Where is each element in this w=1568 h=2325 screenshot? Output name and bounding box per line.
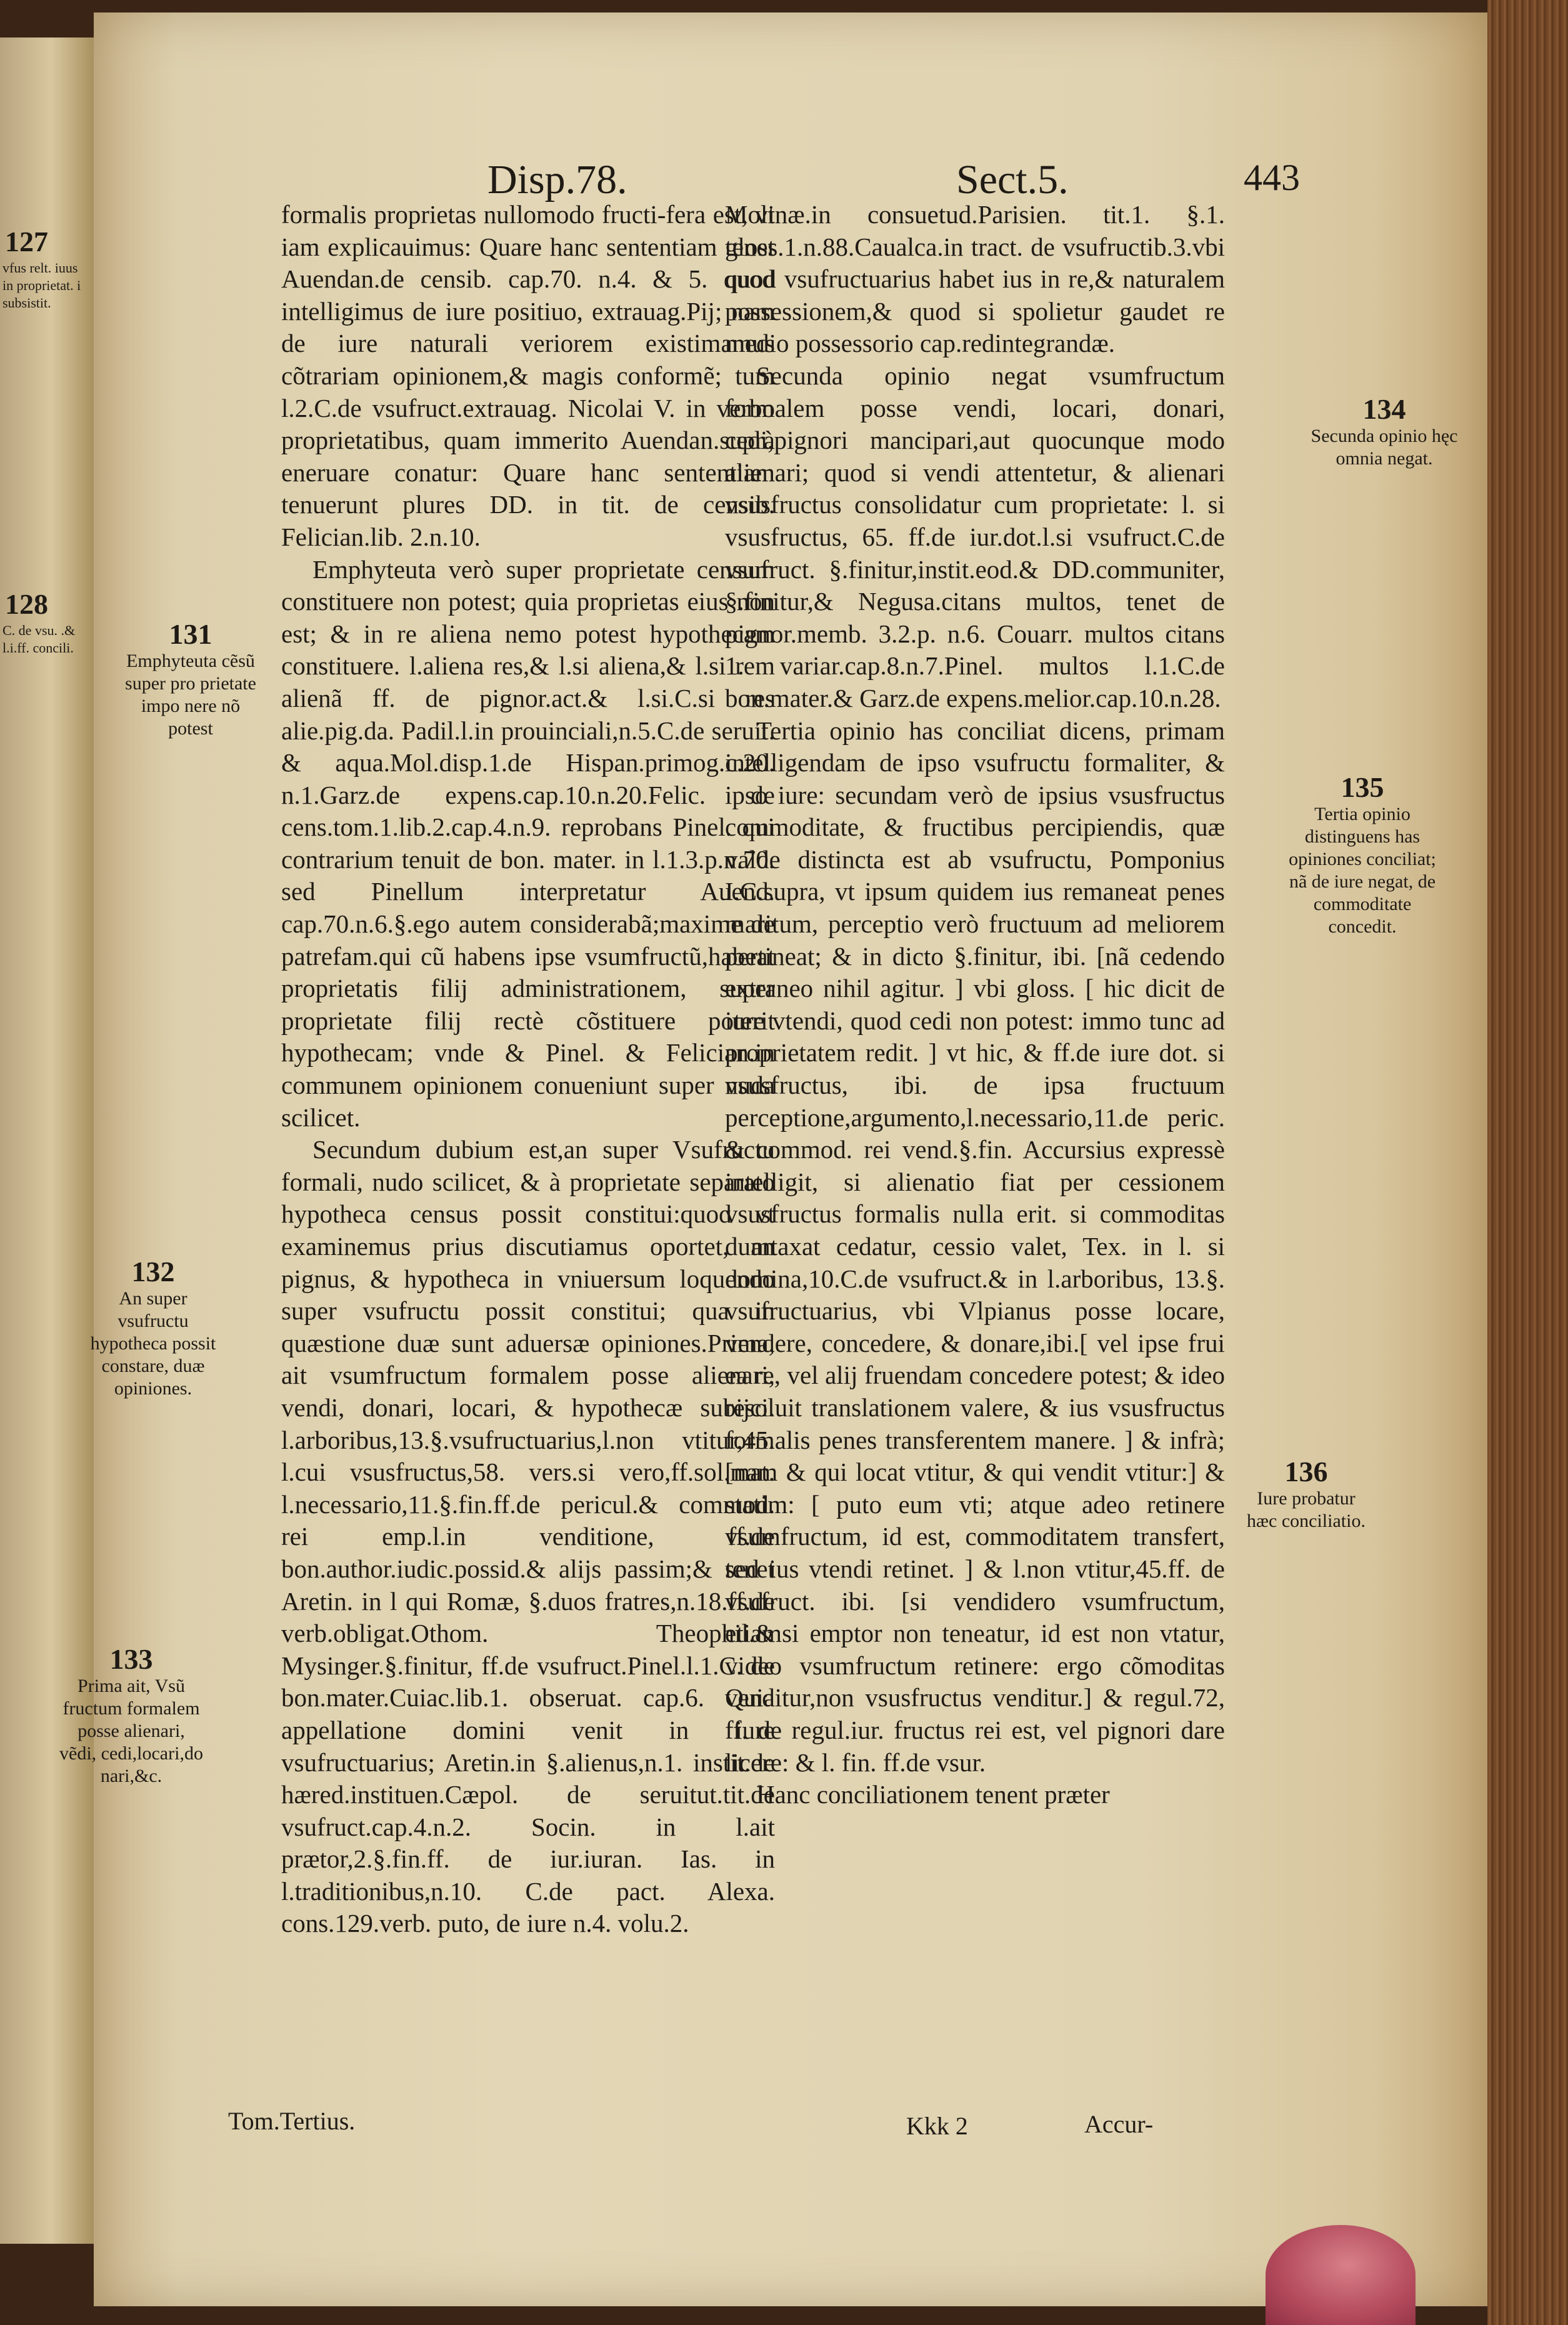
margin-note-text: Prima ait, Vsũ fructum formalem posse alienari, vẽdi, cedi,locari,do nari,&c. xyxy=(59,1676,203,1786)
paragraph: formalis proprietas nullomodo fructi-fera est, vt iam explicauimus: Quare hanc sententiam tenet Auendan.de censib. cap.70. n.4. & 5. quod intelligimus de iure positiuo, extrauag.Pij; nam de iure naturali veriorem existimamus cõtrariam opinionem,& magis conformẽ; tum l.2.C.de vsufruct.extrauag. Nicolai V. in verbo proprietatibus, quam immerito Auendan.suprà eneruare conatur: Quare hanc sententiam tenuerunt plures DD. in tit. de censib. Felician.lib. 2.n.10. xyxy=(281,200,775,551)
margin-note-number: 133 xyxy=(109,1643,153,1675)
catchword: Accur- xyxy=(1084,2110,1154,2138)
book-page-edges xyxy=(1487,0,1568,2325)
margin-note-text: An super vsufructu hypotheca possit constare, duæ opiniones. xyxy=(90,1288,216,1399)
margin-note-132 xyxy=(87,1256,219,1400)
text-column-right xyxy=(725,199,1225,1811)
margin-note-text: Emphyteuta cẽsũ super pro prietate impo nere nõ potest xyxy=(125,651,256,739)
paragraph: Emphyteuta verò super proprietate censum constituere non potest; quia proprietas eius non est; & in re aliena nemo potest hypothecam constituere. l.aliena res,& l.si aliena,& l.si rem alienã ff. de pignor.act.& l.si.C.si res alie.pig.da. Padil.l.in prouinciali,n.5.C.de seruit. & aqua.Mol.disp.1.de Hispan.primog.c.20. n.1.Garz.de expens.cap.10.n.20.Felic. de cens.tom.1.lib.2.cap.4.n.9. reprobans Pinel. qui contrarium tenuit de bon. mater. in l.1.3.p.n.70. sed Pinellum interpretatur Auend. cap.70.n.6.§.ego autem considerabã;maxime de patrefam.qui cũ habens ipse vsumfructũ,habeat proprietatis filij administrationem, super proprietate filij rectè cõstituere poterit hypothecam; vnde & Pinel. & Felician.in communem opinionem conueniunt super nuda scilicet. xyxy=(281,554,775,1132)
text-column-left xyxy=(281,199,775,1940)
margin-note-number: 131 xyxy=(169,618,212,650)
paragraph: Hanc conciliationem tenent præter xyxy=(756,1780,1110,1809)
running-head-section: Sect.5. xyxy=(956,157,1069,202)
margin-note-134 xyxy=(1306,394,1462,470)
left-margin-note-127: vfus relt. iuus in proprietat. i subsistit. xyxy=(2,260,81,311)
paragraph: Tertia opinio has conciliat dicens, primam intelligendam de ipso vsufructu formaliter, & ipso iure: secundam verò de ipsius vsusfructus commoditate, & fructibus percipiendis, quæ valde distincta est ab vsufructu, Pomponius I.C.supra, vt ipsum quidem ius remaneat penes maritum, perceptio verò fructuum ad meliorem pertineat; & in dicto §.finitur, ibi. [nã cedendo extraneo nihil agitur. ] vbi gloss. [ hic dicit de iure vtendi, quod cedi non potest: immo tunc ad proprietatem redit. ] vt hic, & ff.de iure dot. si vsusfructus, ibi. de ipsa fructuum perceptione,argumento,l.necessario,11.de peric. & commod. rei vend.§.fin. Accursius expressè intelligit, si alienatio fiat per cessionem vsusfructus formalis nulla erit. si commoditas dumtaxat cedatur, cessio valet, Tex. in l. si domina,10.C.de vsufruct.& in l.arboribus, 13.§. vsufructuarius, vbi Vlpianus posse locare, vendere, concedere, & donare,ibi.[ vel ipse frui ea re, vel alij fruendam concedere potest; & ideo resoluit translationem valere, & ius vsusfructus formalis penes transferentem manere. ] & infrà;[nam & qui locat vtitur, & qui vendit vtitur:] & statim: [ puto eum vti; atque adeo retinere vsumfructum, id est, commoditatem transfert, sed ius vtendi retinet. ] & l.non vtitur,45.ff. de vsufruct. ibi. [si vendidero vsumfructum, etiamsi emptor non teneatur, id est non vtatur, video vsumfructum retinere: ergo cõmoditas venditur,non vsusfructus venditur.] & regul.72, ff. de regul.iur. fructus rei est, vel pignori dare licere: & l. fin. ff.de vsur. xyxy=(725,716,1225,1777)
margin-note-text: Iure probatur hæc conciliatio. xyxy=(1247,1488,1366,1531)
margin-note-text: Tertia opinio distinguens has opiniones conciliat; nã de iure negat, de commoditate concedit. xyxy=(1289,804,1436,937)
margin-note-133 xyxy=(59,1644,203,1788)
margin-note-number: 134 xyxy=(1362,393,1406,425)
margin-note-131 xyxy=(125,619,256,740)
left-margin-note-128: C. de vsu. .& l.i.ff. concili. xyxy=(2,622,76,656)
running-head-disputation: Disp.78. xyxy=(487,157,627,202)
left-margin-number-127: 127 xyxy=(5,226,48,258)
margin-note-136 xyxy=(1241,1456,1372,1532)
paragraph: Secunda opinio negat vsumfructum formalem posse vendi, locari, donari, cedi,pignori mancipari,aut quocunque modo alienari; quod si vendi attentetur, & alienari vsusfructus consolidatur cum proprietate: l. si vsusfructus, 65. ff.de iur.dot.l.si vsufruct.C.de vsufruct. §.finitur,instit.eod.& DD.communiter, §.finitur,& Negusa.citans multos, tenet de pignor.memb. 3.2.p. n.6. Couarr. multos citans 1. variar.cap.8.n.7.Pinel. multos l.1.C.de bon.mater.& Garz.de expens.melior.cap.10.n.28. xyxy=(725,361,1225,712)
margin-note-text: Secunda opinio hęc omnia negat. xyxy=(1311,426,1458,469)
margin-note-number: 132 xyxy=(131,1256,175,1288)
paragraph: Molinæ.in consuetud.Parisien. tit.1. §.1. gloss.1.n.88.Caualca.in tract. de vsufructib.3.vbi quod vsufructuarius habet ius in re,& naturalem possessionem,& quod si spolietur gaudet re medio possessorio cap.redintegrandæ. xyxy=(725,200,1225,358)
page-number: 443 xyxy=(1244,157,1300,198)
left-margin-number-128: 128 xyxy=(5,588,48,620)
signature-mark: Kkk 2 xyxy=(906,2112,968,2140)
previous-page-edge xyxy=(0,38,94,2244)
paragraph: Secundum dubium est,an super Vsufructu formali, nudo scilicet, & à proprietate separato hypotheca census possit constitui:quod vt examinemus prius discutiamus oportet, an pignus, & hypotheca in vniuersum loquendo super vsufructu possit constitui; qua in quæstione duæ sunt aduersæ opiniones.Prima, ait vsumfructum formalem posse alienari, vendi, donari, locari, & hypothecæ subijci. l.arboribus,13.§.vsufructuarius,l.non vtitur,45. l.cui vsusfructus,58. vers.si vero,ff.sol.mat. l.necessario,11.§.fin.ff.de pericul.& commod. rei emp.l.in venditione, ff.de bon.author.iudic.possid.& alijs passim;& tenet Aretin. in l qui Romæ, §.duos fratres,n.18.ff.de verb.obligat.Othom. Theophil.& Mysinger.§.finitur, ff.de vsufruct.Pinel.l.1.C. de bon.mater.Cuiac.lib.1. obseruat. cap.6. Quia appellatione domini venit in iure vsufructuarius; Aretin.in §.alienus,n.1. instit.de hæred.instituen.Cæpol. de seruitut.tit.de vsufruct.cap.4.n.2. Socin. in l.ait prætor,2.§.fin.ff. de iur.iuran. Ias. in l.traditionibus,n.10. C.de pact. Alexa. cons.129.verb. puto, de iure n.4. volu.2. xyxy=(281,1135,775,1938)
margin-note-number: 135 xyxy=(1341,771,1384,803)
margin-note-number: 136 xyxy=(1284,1456,1328,1488)
footer-tome: Tom.Tertius. xyxy=(228,2107,356,2135)
margin-note-135 xyxy=(1284,772,1441,938)
thumb-holding-page xyxy=(1266,2225,1416,2325)
